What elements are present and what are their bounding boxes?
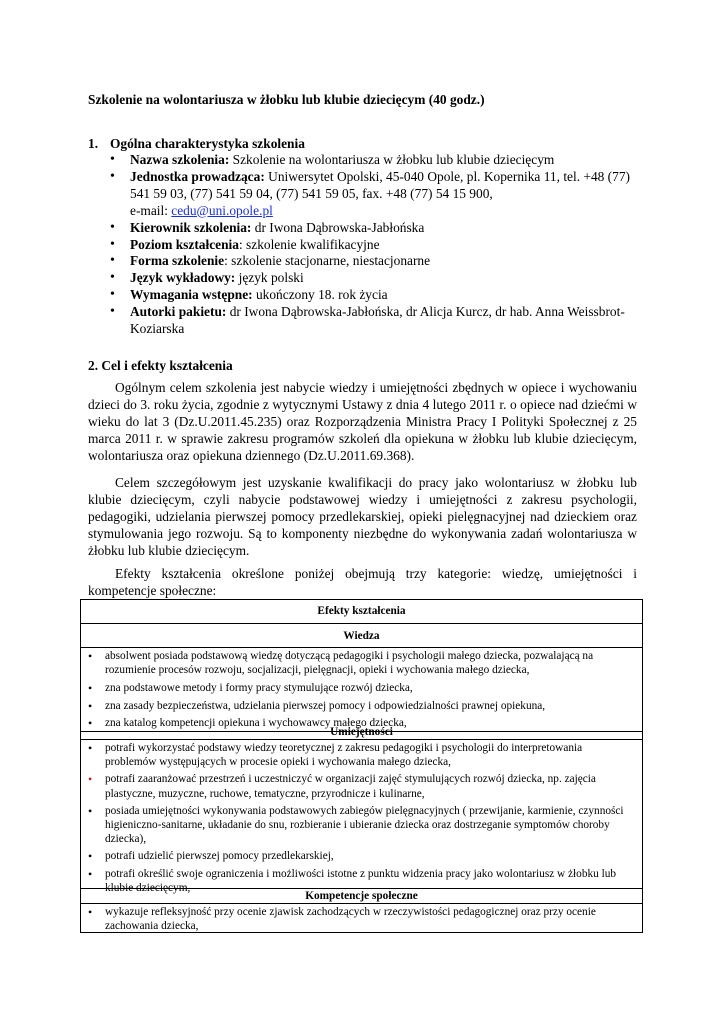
wiedza-heading: Wiedza <box>81 624 642 648</box>
email-prefix: e-mail: <box>130 202 172 218</box>
list-item-requirements <box>108 287 648 304</box>
list-item: • zna zasady bezpieczeństwa, udzielania pierwszej pomocy i odpowiedzialności prawnej opiekuna, <box>81 699 642 713</box>
list-item-education-level <box>108 237 648 254</box>
training-characteristics-list <box>108 152 648 338</box>
table-title: Efekty kształcenia <box>81 600 642 624</box>
item-value: : szkolenie kwalifikacyjne <box>238 236 380 252</box>
item-label: Kierownik szkolenia: <box>130 219 252 235</box>
learning-outcomes-table <box>80 599 643 933</box>
item-value: język polski <box>235 270 304 286</box>
section-1-heading-text: Ogólna charakterystyka szkolenia <box>110 136 305 151</box>
item-value: Szkolenie na wolontariusza w żłobku lub klubie dziecięcym <box>229 152 555 167</box>
list-item-package-authors <box>108 304 648 338</box>
umiejetnosci-cell <box>81 740 642 894</box>
list-item-training-name <box>108 152 648 169</box>
kompetencje-list <box>81 905 642 933</box>
section-2-heading: 2. Cel i efekty kształcenia <box>88 358 233 373</box>
item-value: ukończony 18. rok życia <box>252 287 388 303</box>
list-item-organizing-unit <box>108 169 648 220</box>
item-label: Forma szkolenie <box>130 253 225 269</box>
item-value: dr Iwona Dąbrowska-Jabłońska, dr Alicja Kurcz, dr hab. Anna Weissbrot-Koziarska <box>130 304 625 337</box>
email-link[interactable]: cedu@uni.opole.pl <box>171 202 273 218</box>
list-item: • posiada umiejętności wykonywania podstawowych zabiegów pielęgnacyjnych ( przewijanie, karmienie, czynności higieniczno-sanitarne, układanie do snu, rozbieranie i ubieranie dziecka oraz dostrzeganie symptomów choroby dziecka), <box>81 804 642 847</box>
list-item: • absolwent posiada podstawową wiedzę dotyczącą pedagogiki i psychologii małego dziecka, pozwalającą na rozumienie procesów rozwoju, socjalizacji, pielęgnacji, opieki i wychowania małego dziecka, <box>81 649 642 677</box>
list-item-training-manager <box>108 220 648 237</box>
list-item: • potrafi określić swoje ograniczenia i możliwości istotne z punktu widzenia pracy jako wolontariusz w żłobku lub klubie dziecięcym, <box>81 867 642 895</box>
item-label: Wymagania wstępne: <box>130 287 253 303</box>
item-label: Nazwa szkolenia: <box>130 152 230 167</box>
umiejetnosci-list <box>81 741 642 895</box>
item-label: Jednostka prowadząca: <box>130 168 265 184</box>
list-item: • potrafi wykorzystać podstawy wiedzy teoretycznej z zakresu pedagogiki i psychologii do interpretowania problemów występujących w procesie opieki i wychowania małego dziecka, <box>81 741 642 769</box>
wiedza-list <box>81 649 642 730</box>
kompetencje-heading: Kompetencje społeczne <box>81 889 642 904</box>
item-label: Autorki pakietu: <box>130 304 227 320</box>
list-item: • zna katalog kompetencji opiekuna i wychowawcy małego dziecka, <box>81 716 642 730</box>
list-item-training-form <box>108 253 648 270</box>
paragraph-general-goal: Ogólnym celem szkolenia jest nabycie wiedzy i umiejętności zbędnych w opiece i wychowaniu dzieci do 3. roku życia, zgodnie z wytycznymi Ustawy z dnia 4 lutego 2011 r. o opiece nad dziećmi w wieku do lat 3 (Dz.U.2011.45.235) oraz Rozporządzenia Ministra Pracy I Polityki Społecznej z 25 marca 2011 r. w sprawie zakresu programów szkoleń dla opiekuna w żłobku lub klubie dziecięcym, wolontariusza oraz opiekuna dziennego (Dz.U.2011.69.368). <box>88 380 637 463</box>
item-value: dr Iwona Dąbrowska-Jabłońska <box>251 219 425 235</box>
document-title: Szkolenie na wolontariusza w żłobku lub klubie dziecięcym (40 godz.) <box>88 92 485 107</box>
wiedza-cell <box>81 648 642 732</box>
list-item: • potrafi udzielić pierwszej pomocy przedlekarskiej, <box>81 849 642 863</box>
kompetencje-cell <box>81 904 642 932</box>
item-label: Poziom kształcenia <box>130 236 239 252</box>
item-value: : szkolenie stacjonarne, niestacjonarne <box>224 253 431 269</box>
item-value: Uniwersytet Opolski, 45-040 Opole, pl. Kopernika 11, tel. +48 (77) 541 59 03, (77) 541 59 04, (77) 541 59 05, fax. +48 (77) 54 15 900, <box>130 168 630 201</box>
list-item: • zna podstawowe metody i formy pracy stymulujące rozwój dziecka, <box>81 681 642 695</box>
paragraph-outcomes-intro: Efekty kształcenia określone poniżej obejmują trzy kategorie: wiedzę, umiejętności i kompetencje społeczne: <box>88 566 637 598</box>
section-1-number: 1. <box>88 136 99 151</box>
umiejetnosci-heading: Umiejętności <box>81 725 642 740</box>
section-1-heading <box>88 136 305 152</box>
list-item: • potrafi zaaranżować przestrzeń i uczestniczyć w organizacji zajęć stymulujących rozwój dziecka, np. zajęcia plastyczne, muzyczne, ruchowe, tematyczne, przyrodnicze i kulinarne, <box>81 772 642 800</box>
list-item: • wykazuje refleksyjność przy ocenie zjawisk zachodzących w rzeczywistości pedagogicznej oraz przy ocenie zachowania dziecka, <box>81 905 642 933</box>
paragraph-specific-goal: Celem szczegółowym jest uzyskanie kwalifikacji do pracy jako wolontariusz w żłobku lub klubie dziecięcym, czyli nabycie podstawowej wiedzy i umiejętności z zakresu psychologii, pedagogiki, udzielania pierwszej pomocy przedlekarskiej, opieki pielęgnacyjnej nad dzieckiem oraz stymulowania jego rozwoju. Są to komponenty niezbędne do wykonywania zadań wolontariusza w żłobku lub klubie dziecięcym. <box>88 475 637 558</box>
list-item-language <box>108 270 648 287</box>
item-label: Język wykładowy: <box>130 270 236 286</box>
